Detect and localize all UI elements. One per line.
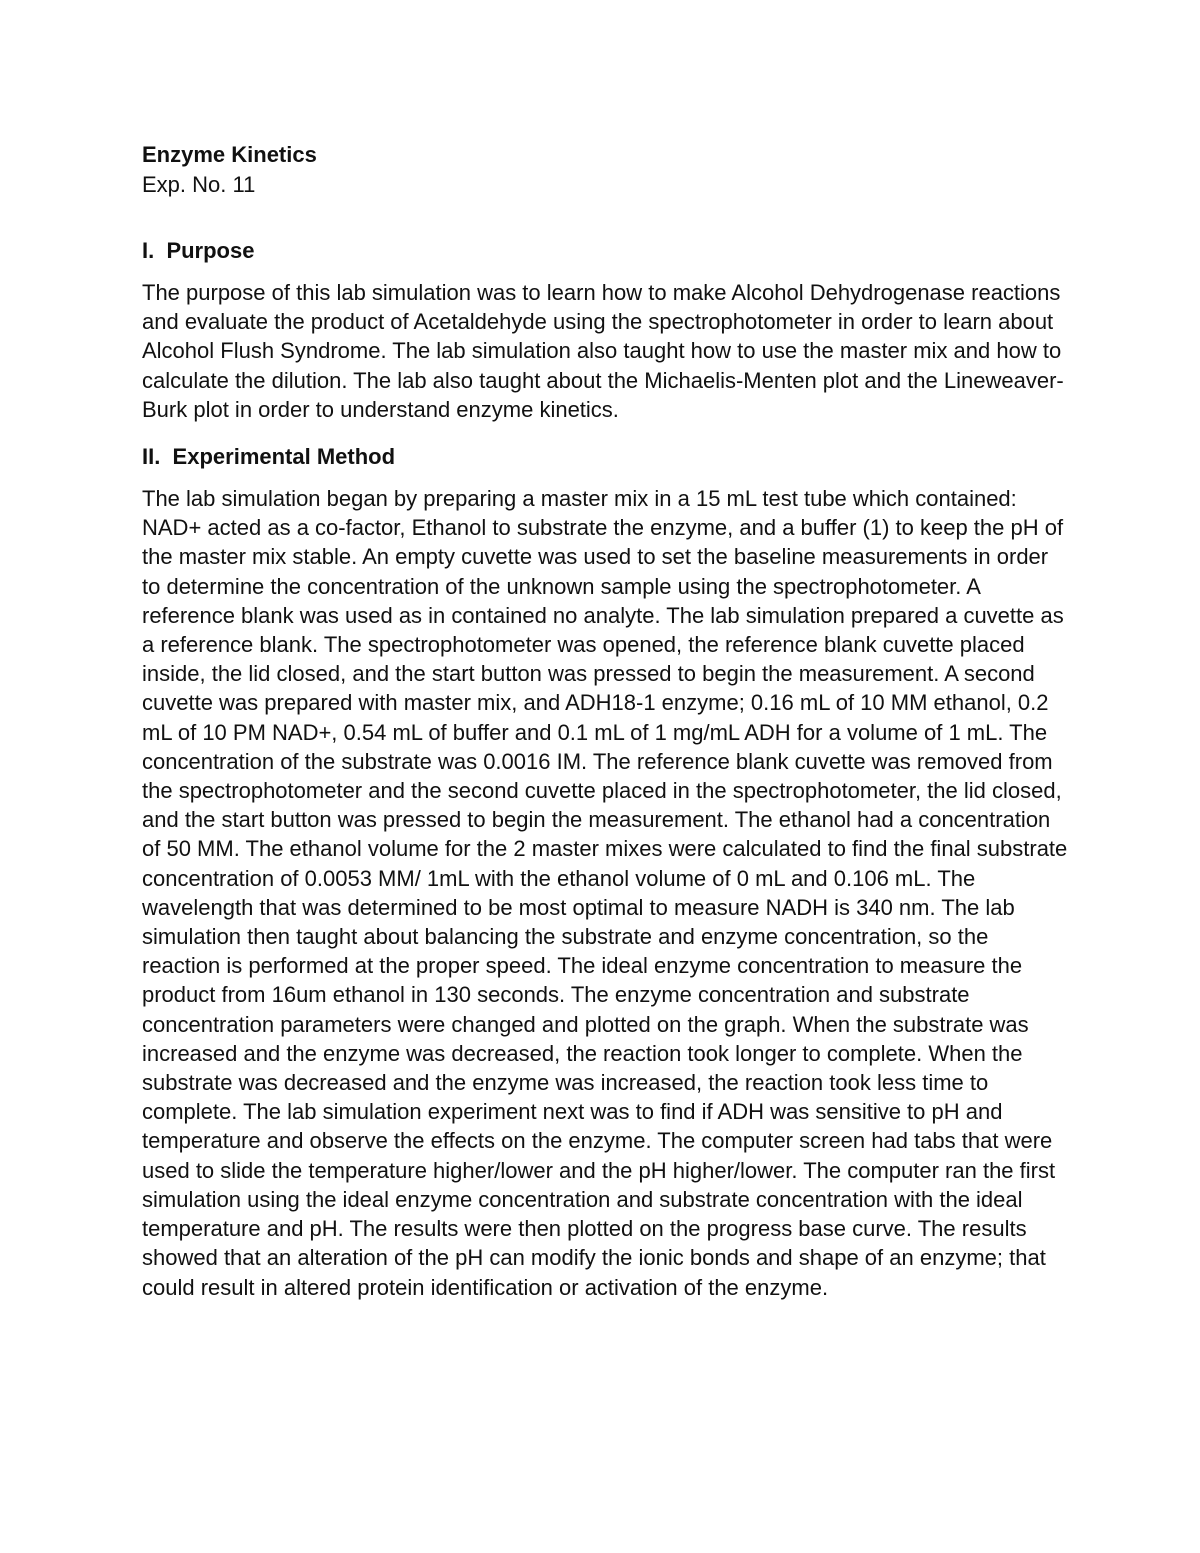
document-page (142, 140, 1072, 1320)
section-purpose (142, 236, 1072, 424)
section-body-purpose: The purpose of this lab simulation was to learn how to make Alcohol Dehydrogenase reactions and evaluate the product of Acetaldehyde using the spectrophotometer in order to learn about Alcohol Flush Syndrome. The lab simulation also taught how to use the master mix and how to calculate the dilution. The lab also taught about the Michaelis-Menten plot and the Lineweaver-Burk plot in order to understand enzyme kinetics. (142, 280, 1064, 422)
experiment-number: Exp. No. 11 (142, 172, 256, 197)
section-body-experimental-method: The lab simulation began by preparing a master mix in a 15 mL test tube which contained: NAD+ acted as a co-factor, Ethanol to substrate the enzyme, and a buffer (1) to keep the pH of the master mix stable. An empty cuvette was used to set the baseline measurements in order to determine the concentration of the unknown sample using the spectrophotometer. A reference blank was used as in contained no analyte. The lab simulation prepared a cuvette as a reference blank. The spectrophotometer was opened, the reference blank cuvette placed inside, the lid closed, and the start button was pressed to begin the measurement. A second cuvette was prepared with master mix, and ADH18-1 enzyme; 0.16 mL of 10 MM ethanol, 0.2 mL of 10 PM NAD+, 0.54 mL of buffer and 0.1 mL of 1 mg/mL ADH for a volume of 1 mL. The concentration of the substrate was 0.0016 IM. The reference blank cuvette was removed from the spectrophotometer and the second cuvette placed in the spectrophotometer, the lid closed, and the start button was pressed to begin the measurement. The ethanol had a concentration of 50 MM. The ethanol volume for the 2 master mixes were calculated to find the final substrate concentration of 0.0053 MM/ 1mL with the ethanol volume of 0 mL and 0.106 mL. The wavelength that was determined to be most optimal to measure NADH is 340 nm. The lab simulation then taught about balancing the substrate and enzyme concentration, so the reaction is performed at the proper speed. The ideal enzyme concentration to measure the product from 16um ethanol in 130 seconds. The enzyme concentration and substrate concentration parameters were changed and plotted on the graph. When the substrate was increased and the enzyme was decreased, the reaction took longer to complete. When the substrate was decreased and the enzyme was increased, the reaction took less time to complete. The lab simulation experiment next was to find if ADH was sensitive to pH and temperature and observe the effects on the enzyme. The computer screen had tabs that were used to slide the temperature higher/lower and the pH higher/lower. The computer ran the first simulation using the ideal enzyme concentration and substrate concentration with the ideal temperature and pH. The results were then plotted on the progress base curve. The results showed that an alteration of the pH can modify the ionic bonds and shape of an enzyme; that could result in altered protein identification or activation of the enzyme. (142, 486, 1068, 1300)
document-title: Enzyme Kinetics (142, 142, 317, 167)
section-heading-purpose: I. Purpose (142, 238, 255, 263)
section-heading-experimental-method: II. Experimental Method (142, 444, 396, 470)
section-experimental-method (142, 442, 1072, 1302)
